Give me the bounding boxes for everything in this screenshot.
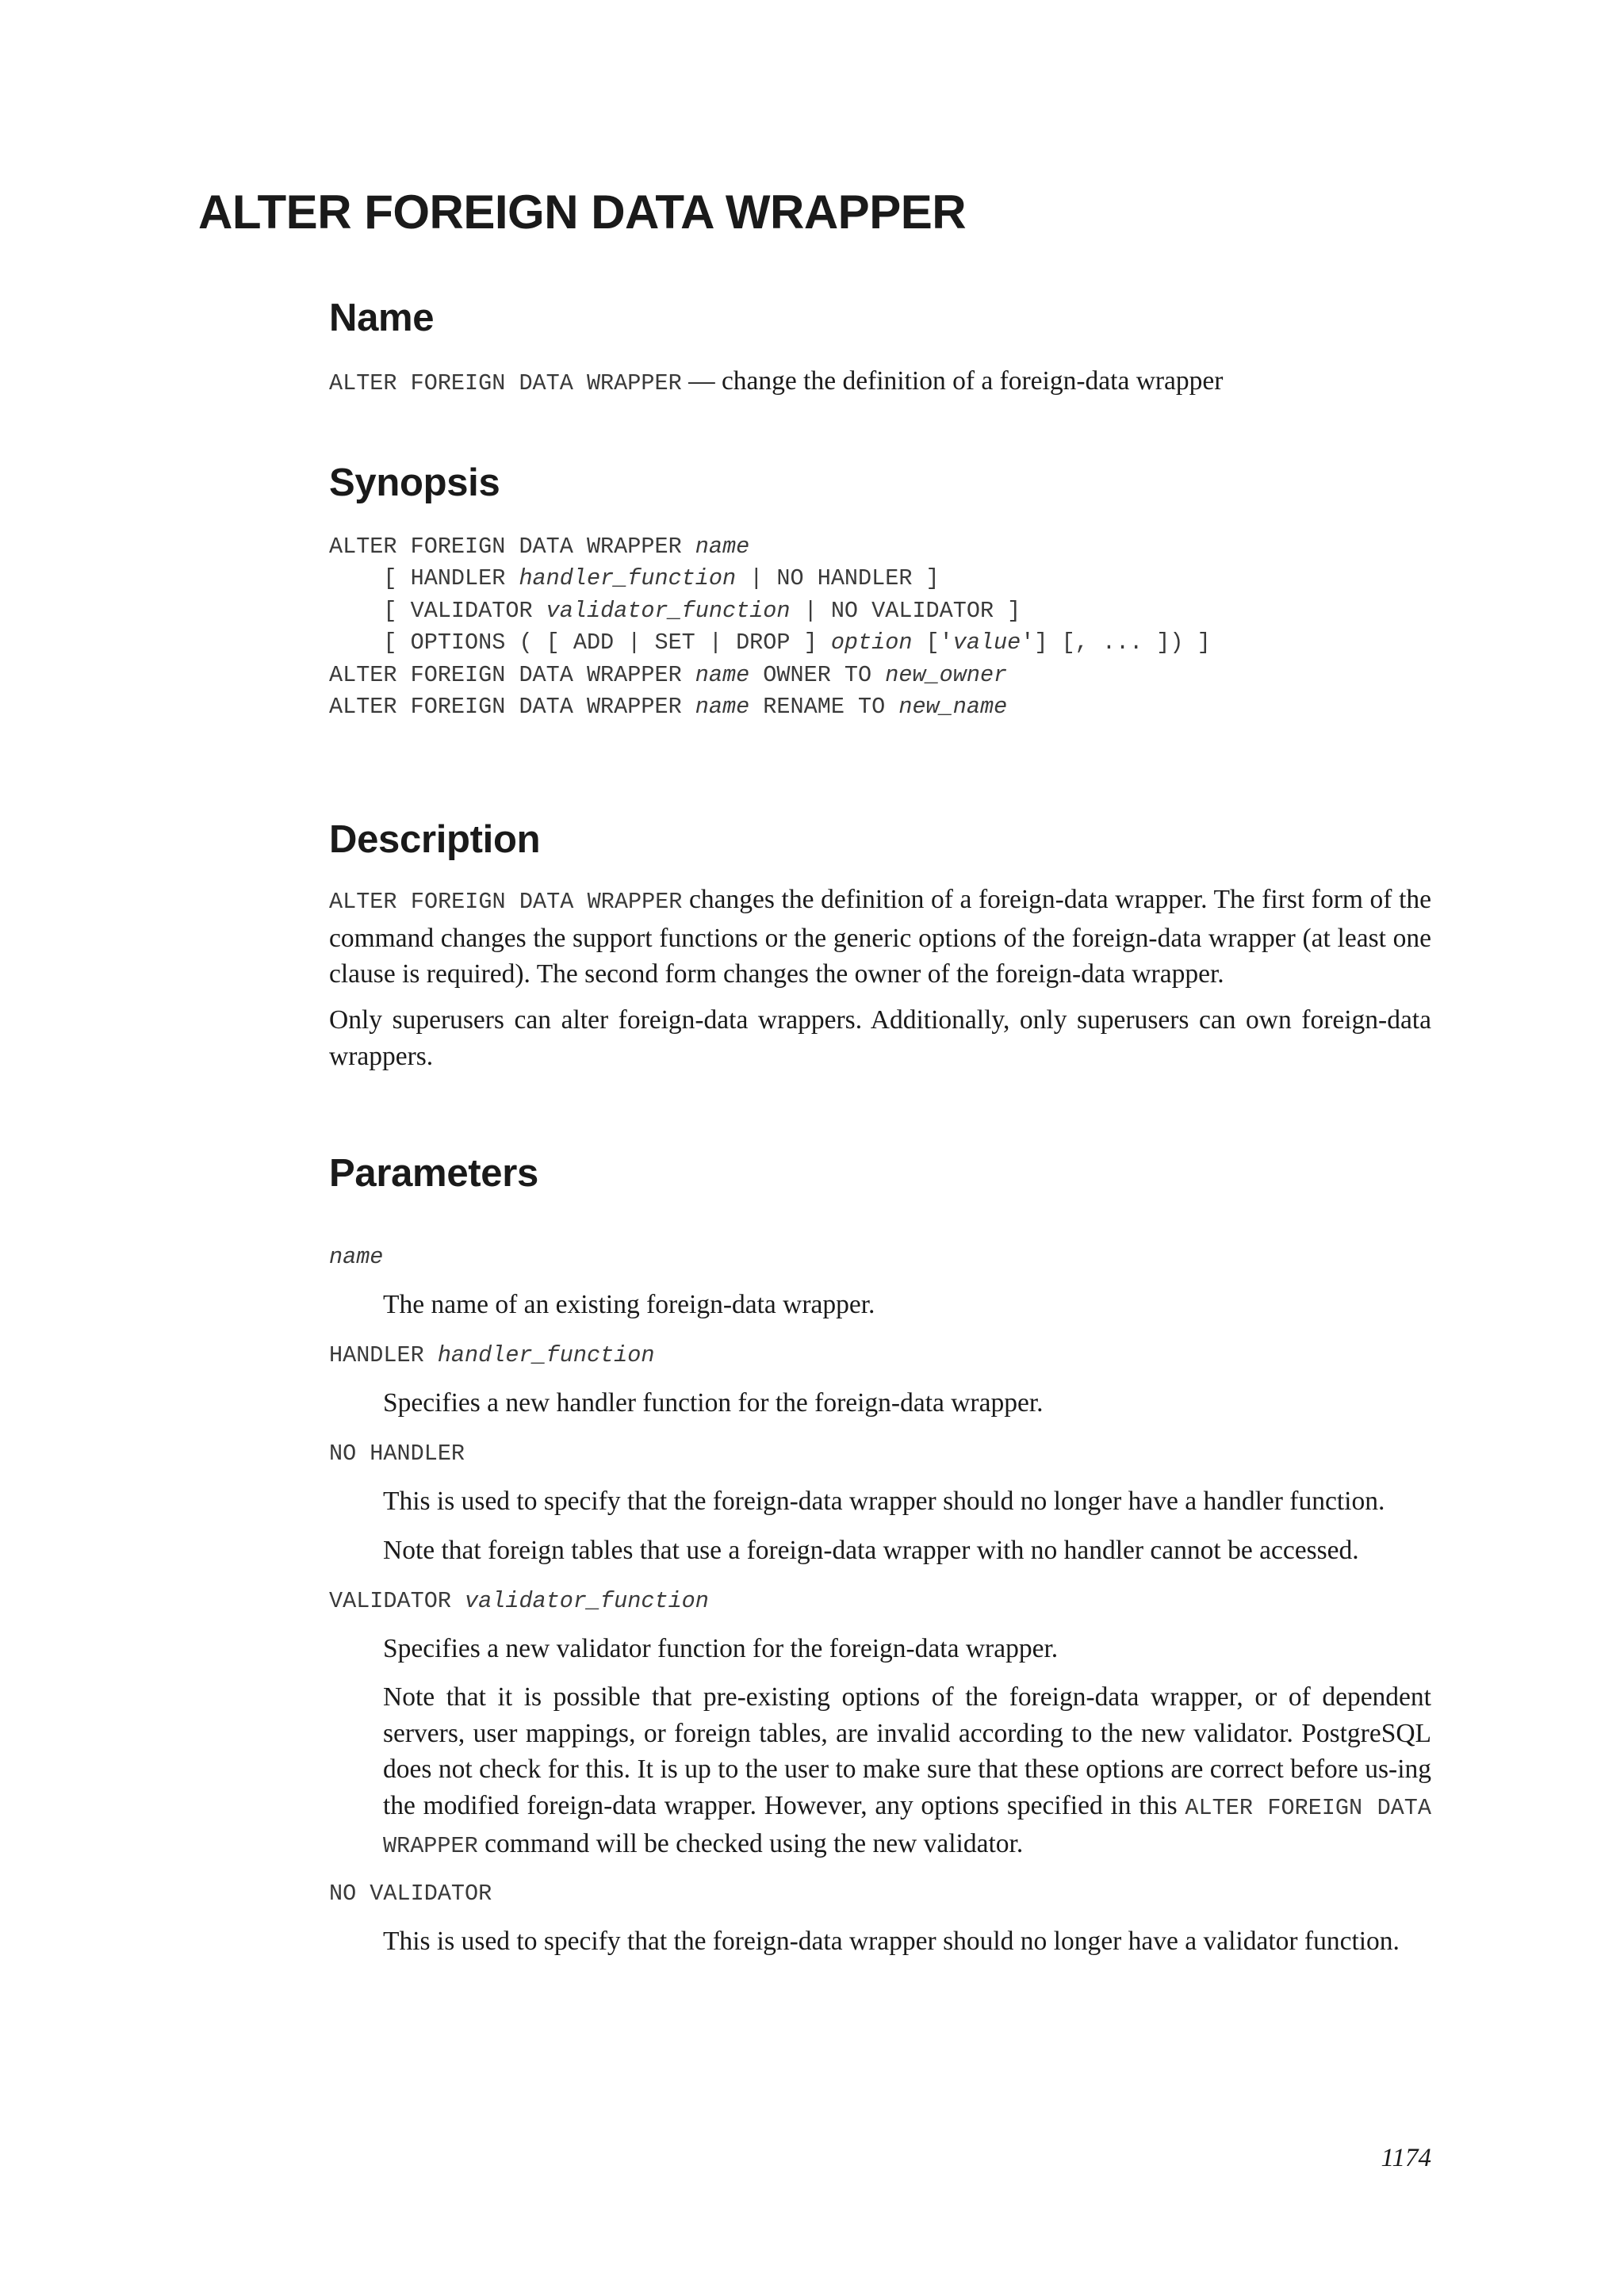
synopsis-heading: Synopsis: [329, 461, 500, 504]
synopsis-keyword: [': [912, 629, 953, 656]
synopsis-keyword: [ VALIDATOR: [329, 597, 546, 624]
synopsis-keyword: ALTER FOREIGN DATA WRAPPER: [329, 694, 695, 721]
param-term-no-handler: NO HANDLER: [329, 1441, 465, 1467]
synopsis-line: [329, 629, 1211, 656]
synopsis-line: [329, 565, 940, 591]
name-summary-text: — change the definition of a foreign-data wrapper: [688, 366, 1224, 396]
page-number: 1174: [1381, 2144, 1431, 2172]
name-summary: [329, 363, 1431, 402]
name-heading: Name: [329, 297, 435, 339]
param-desc-validator-2-end: command will be checked using the new validator.: [477, 1829, 1024, 1859]
param-term-validator-arg: validator_function: [465, 1588, 709, 1614]
synopsis-keyword: ALTER FOREIGN DATA WRAPPER: [329, 661, 695, 688]
synopsis-line: [329, 694, 1007, 720]
synopsis-keyword: OWNER TO: [749, 661, 886, 688]
description-text-1: changes the definition of a foreign-data wrapper. The first form of the command changes the support functions or the generic options of the foreign-data wrapper (at least one clause is required). The second form changes the owner of the foreign-data wrapper.: [329, 885, 1431, 989]
param-desc-validator-2-command: ALTER FOREIGN DATA WRAPPER: [383, 1794, 1431, 1860]
name-command: ALTER FOREIGN DATA WRAPPER: [329, 370, 682, 396]
synopsis-argument: name: [695, 694, 750, 721]
param-term-name: [329, 1242, 383, 1273]
synopsis-line: [329, 662, 1007, 688]
synopsis-code-block: [329, 531, 1211, 723]
synopsis-line: [329, 598, 1021, 624]
description-heading: Description: [329, 818, 541, 861]
param-desc-validator-1: Specifies a new validator function for the foreign-data wrapper.: [383, 1634, 1059, 1663]
synopsis-argument: name: [695, 661, 750, 688]
synopsis-line: [329, 534, 749, 560]
param-desc-validator-2-text: Note that it is possible that pre-existing options of the foreign-data wrapper, or of dependent servers, user mappings, or foreign tables, are invalid according to the new validator. PostgreSQL does not check for this. It is up to the user to make sure that these options are correct before us-ing the modified foreign-data wrapper. However, any options specified in this: [383, 1682, 1431, 1820]
synopsis-keyword: | NO HANDLER ]: [736, 565, 940, 592]
param-desc-no-handler-1: This is used to specify that the foreign-data wrapper should no longer have a handler function.: [383, 1487, 1385, 1516]
synopsis-argument: new_name: [898, 694, 1008, 721]
synopsis-keyword: [ OPTIONS ( [ ADD | SET | DROP ]: [329, 629, 831, 656]
description-paragraph-2: Only superusers can alter foreign-data wrappers. Additionally, only superusers can own foreign-data wrappers.: [329, 1005, 1431, 1071]
page-title: ALTER FOREIGN DATA WRAPPER: [198, 186, 967, 239]
param-term-name-arg: name: [329, 1244, 384, 1270]
param-term-validator: [329, 1586, 709, 1617]
description-paragraph-1: [329, 882, 1431, 993]
param-desc-no-handler-2: Note that foreign tables that use a foreign-data wrapper with no handler cannot be accessed.: [383, 1536, 1359, 1565]
synopsis-argument: option: [830, 629, 913, 656]
synopsis-argument: name: [695, 534, 750, 560]
synopsis-keyword: ALTER FOREIGN DATA WRAPPER: [329, 534, 695, 560]
param-term-handler-keyword: HANDLER: [329, 1342, 438, 1368]
synopsis-keyword: RENAME TO: [749, 694, 899, 721]
param-desc-name: The name of an existing foreign-data wrapper.: [383, 1290, 875, 1319]
param-term-validator-keyword: VALIDATOR: [329, 1588, 465, 1614]
param-term-no-validator: NO VALIDATOR: [329, 1881, 492, 1907]
param-desc-handler: Specifies a new handler function for the foreign-data wrapper.: [383, 1388, 1044, 1418]
param-term-handler: [329, 1340, 654, 1372]
param-desc-validator-2: [383, 1679, 1431, 1865]
synopsis-argument: handler_function: [519, 565, 737, 592]
param-desc-no-validator: This is used to specify that the foreign-data wrapper should no longer have a validator function.: [383, 1927, 1400, 1956]
synopsis-keyword: [ HANDLER: [329, 565, 519, 592]
description-command: ALTER FOREIGN DATA WRAPPER: [329, 889, 683, 915]
synopsis-argument: new_owner: [885, 661, 1008, 688]
synopsis-keyword: | NO VALIDATOR ]: [790, 597, 1021, 624]
synopsis-argument: validator_function: [546, 597, 791, 624]
synopsis-keyword: '] [, ... ]) ]: [1021, 629, 1211, 656]
param-term-handler-arg: handler_function: [437, 1342, 655, 1368]
parameters-heading: Parameters: [329, 1152, 538, 1195]
synopsis-argument: value: [952, 629, 1021, 656]
